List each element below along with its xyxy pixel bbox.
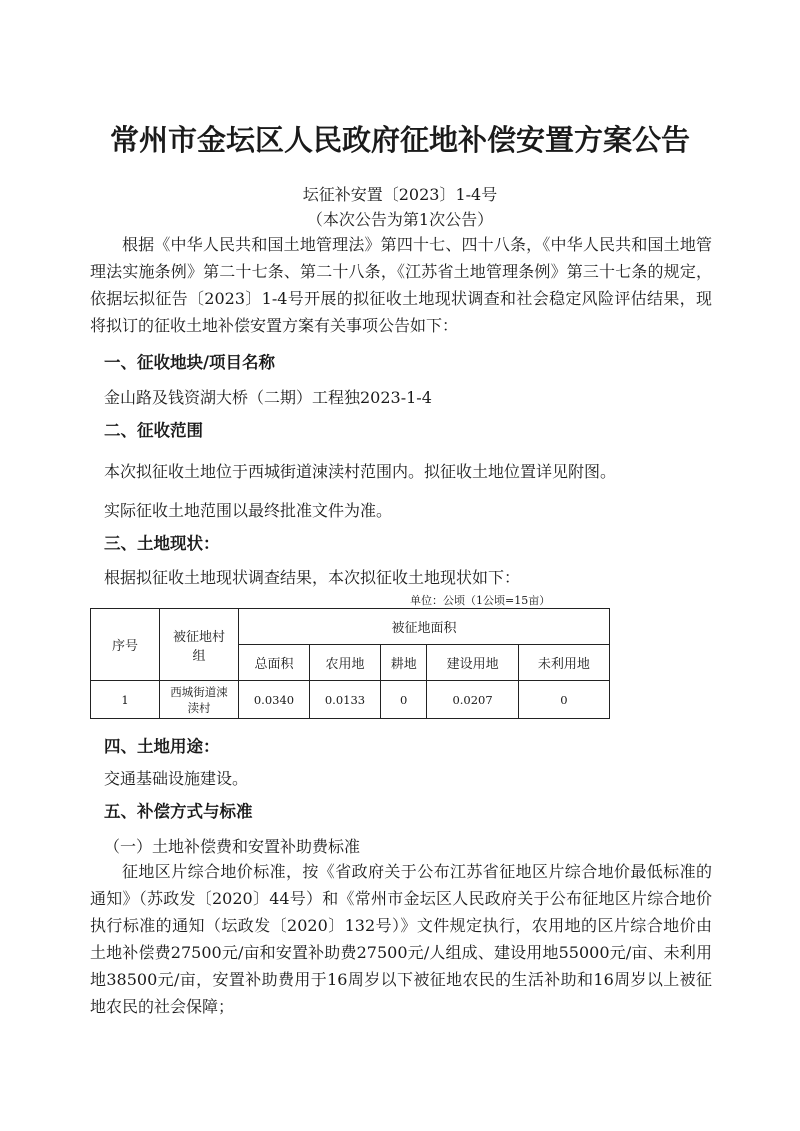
section2-heading: 二、征收范围 [104, 421, 203, 440]
section3-heading: 三、土地现状： [104, 534, 220, 553]
table-header-unused: 未利用地 [518, 645, 609, 681]
table-header-total: 总面积 [239, 645, 310, 681]
section5-heading: 五、补偿方式与标准 [104, 802, 253, 821]
intro-paragraph: 根据《中华人民共和国土地管理法》第四十七、四十八条，《中华人民共和国土地管理法实施条例》第二十七条、第二十八条，《江苏省土地管理条例》第三十七条的规定，依据坛拟征告〔2023〕1-4号开展的拟征收土地现状调查和社会稳定风险评估结果，现将拟订的征收土地补偿安置方案有关事项公告如下： [90, 235, 712, 335]
table-row [91, 681, 610, 719]
table-header-area-group: 被征地面积 [239, 609, 610, 645]
table-cell-arable: 0 [380, 681, 426, 719]
table-header-arable: 耕地 [380, 645, 426, 681]
section5-subheading: （一）土地补偿费和安置补助费标准 [104, 837, 361, 856]
notice-count: （本次公告为第1次公告） [306, 210, 494, 229]
table-cell-unused: 0 [518, 681, 609, 719]
table-cell-village: 西城街道涑渎村 [160, 681, 239, 719]
section2-content-2: 实际征收土地范围以最终批准文件为准。 [104, 501, 393, 520]
table-header-agri: 农用地 [309, 645, 380, 681]
table-header-village: 被征地村组 [160, 609, 239, 681]
section4-heading: 四、土地用途： [104, 737, 220, 756]
land-status-table [90, 608, 610, 719]
table-cell-construction: 0.0207 [427, 681, 518, 719]
section5-paragraph: 征地区片综合地价标准，按《省政府关于公布江苏省征地区片综合地价最低标准的通知》（苏政发〔2020〕44号）和《常州市金坛区人民政府关于公布征地区片综合地价执行标准的通知（坛政发〔2020〕132号）》文件规定执行，农用地的区片综合地价由土地补偿费27500元/亩和安置补助费27500元/人组成、建设用地55000元/亩、未利用地38500元/亩，安置补助费用于16周岁以下被征地农民的生活补助和16周岁以上被征地农民的社会保障； [90, 862, 712, 1016]
section3-content: 根据拟征收土地现状调查结果，本次拟征收土地现状如下： [104, 568, 521, 587]
table-header-seq: 序号 [91, 609, 160, 681]
section1-heading: 一、征收地块/项目名称 [104, 353, 276, 372]
table-cell-agri: 0.0133 [309, 681, 380, 719]
unit-note: 单位：公顷（1公顷=15亩） [410, 594, 551, 607]
section4-content: 交通基础设施建设。 [104, 769, 249, 788]
table-cell-seq: 1 [91, 681, 160, 719]
section2-content-1: 本次拟征收土地位于西城街道涑渎村范围内。拟征收土地位置详见附图。 [104, 462, 617, 481]
page-title: 常州市金坛区人民政府征地补偿安置方案公告 [109, 123, 690, 157]
document-number: 坛征补安置〔2023〕1-4号 [302, 185, 498, 204]
table-cell-total: 0.0340 [239, 681, 310, 719]
section1-content: 金山路及钱资湖大桥（二期）工程独2023-1-4 [104, 388, 432, 407]
table-header-construction: 建设用地 [427, 645, 518, 681]
